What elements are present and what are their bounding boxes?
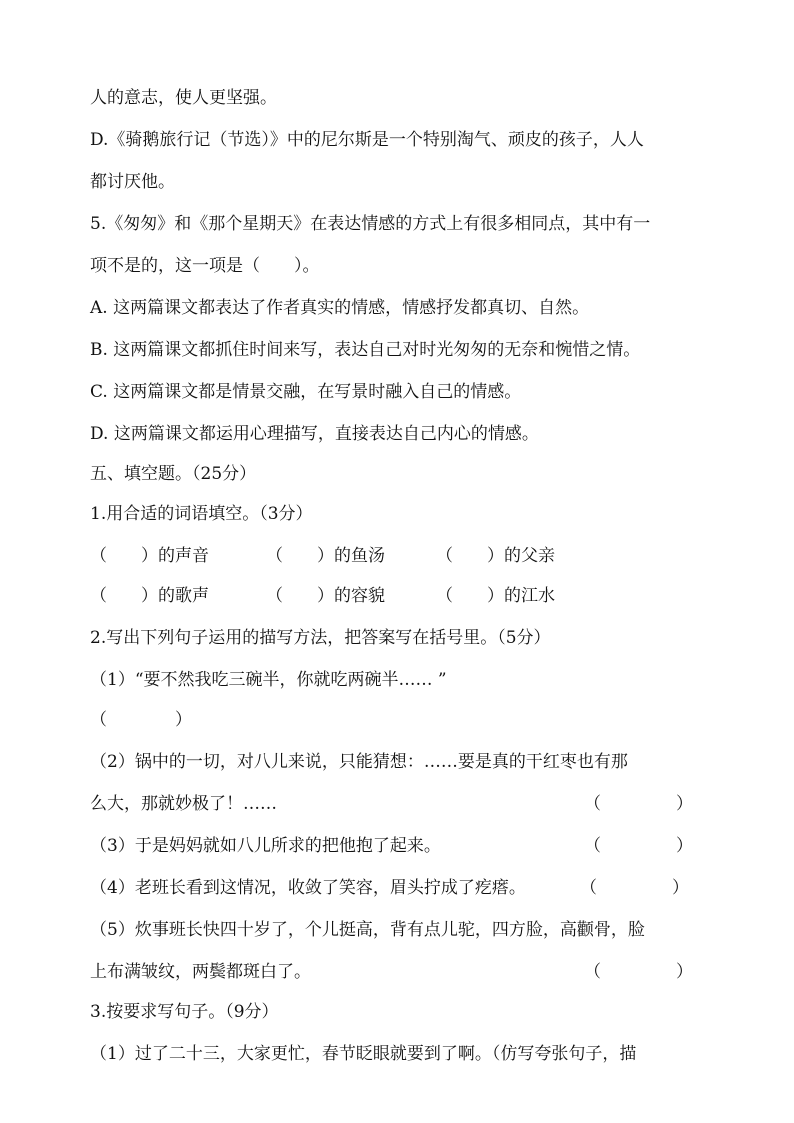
- fill-blank-item[interactable]: （ ）的容貌: [266, 586, 385, 606]
- fill-blank-item[interactable]: （ ）的父亲: [436, 546, 555, 566]
- fill-blank-item[interactable]: （ ）的声音: [90, 546, 209, 566]
- option-d-line-2: 都讨厌他。: [90, 172, 175, 192]
- fill-question-3: 3.按要求写句子。（9分）: [90, 1002, 279, 1022]
- answer-blank-4[interactable]: （ ）: [580, 878, 689, 898]
- option-a: A. 这两篇课文都表达了作者真实的情感，情感抒发都真切、自然。: [90, 298, 590, 318]
- question-5-line-2: 项不是的，这一项是（ ）。: [90, 256, 320, 276]
- fill-question-1: 1.用合适的词语填空。（3分）: [90, 504, 313, 524]
- fill-question-2: 2.写出下列句子运用的描写方法，把答案写在括号里。（5分）: [90, 628, 551, 648]
- fill-blank-item[interactable]: （ ）的歌声: [90, 586, 209, 606]
- answer-blank-1[interactable]: （ ）: [90, 710, 192, 730]
- answer-blank-3[interactable]: （ ）: [584, 836, 693, 856]
- sentence-5-line-2: 上布满皱纹，两鬓都斑白了。: [90, 962, 311, 982]
- sentence-2-line-2: 么大，那就妙极了！……: [90, 794, 277, 814]
- option-d: D. 这两篇课文都运用心理描写，直接表达自己内心的情感。: [90, 424, 539, 444]
- text-line: 人的意志，使人更坚强。: [90, 88, 277, 108]
- section-heading: 五、填空题。（25分）: [90, 464, 257, 484]
- option-d-line-1: D.《骑鹅旅行记（节选）》中的尼尔斯是一个特别淘气、顽皮的孩子，人人: [90, 130, 644, 150]
- sentence-3: （3）于是妈妈就如八儿所求的把他抱了起来。: [90, 836, 441, 856]
- question-5-line-1: 5.《匆匆》和《那个星期天》在表达情感的方式上有很多相同点，其中有一: [90, 214, 651, 234]
- sentence-2-line-1: （2）锅中的一切，对八儿来说，只能猜想：……要是真的干红枣也有那: [90, 752, 628, 772]
- option-b: B. 这两篇课文都抓住时间来写，表达自己对时光匆匆的无奈和惋惜之情。: [90, 340, 641, 360]
- fill-blank-item[interactable]: （ ）的鱼汤: [266, 546, 385, 566]
- option-c: C. 这两篇课文都是情景交融，在写景时融入自己的情感。: [90, 382, 522, 402]
- sentence-5-line-1: （5）炊事班长快四十岁了，个儿挺高，背有点儿驼，四方脸，高颧骨，脸: [90, 920, 645, 940]
- sentence-rewrite-1: （1）过了二十三，大家更忙，春节眨眼就要到了啊。（仿写夸张句子，描: [90, 1044, 637, 1064]
- sentence-4: （4）老班长看到这情况，收敛了笑容，眉头拧成了疙瘩。: [90, 878, 526, 898]
- answer-blank-5[interactable]: （ ）: [584, 962, 693, 982]
- sentence-1: （1）“要不然我吃三碗半，你就吃两碗半…… ”: [90, 670, 447, 690]
- answer-blank-2[interactable]: （ ）: [584, 794, 693, 814]
- fill-blank-item[interactable]: （ ）的江水: [436, 586, 555, 606]
